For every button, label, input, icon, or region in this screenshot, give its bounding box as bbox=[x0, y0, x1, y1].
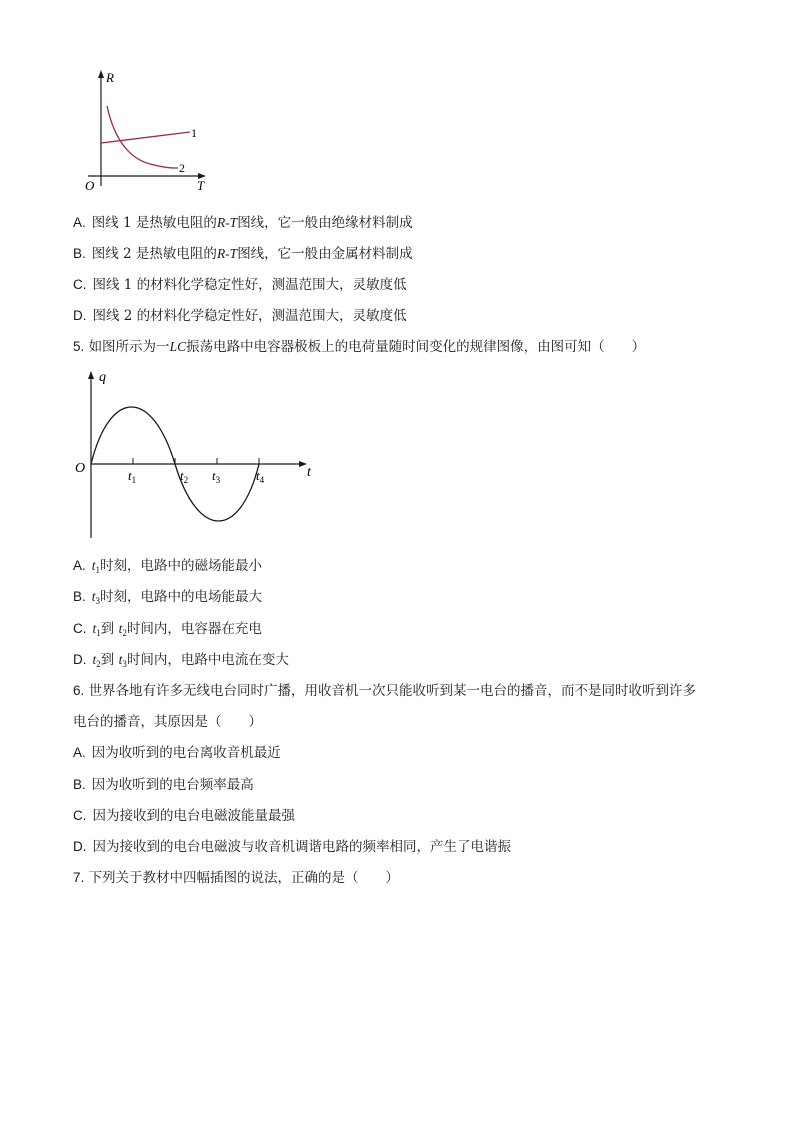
q4-option-a: A. 图线 1 是热敏电阻的R-T图线，它一般由绝缘材料制成 bbox=[73, 215, 413, 231]
q6-option-c: C. 因为接收到的电台电磁波能量最强 bbox=[73, 808, 295, 824]
q4-option-d: D. 图线 2 的材料化学稳定性好，测温范围大，灵敏度低 bbox=[73, 308, 407, 324]
q5-option-c: C. $t_1$到 $t_2$时间内，电容器在充电 bbox=[73, 621, 262, 638]
curve-1 bbox=[101, 132, 190, 143]
qt-graph bbox=[70, 366, 330, 546]
origin-label: O bbox=[75, 461, 86, 476]
curve-2-label: 2 bbox=[179, 161, 185, 175]
curve-1-label: 1 bbox=[191, 126, 197, 140]
curve-2 bbox=[107, 106, 174, 168]
q4-option-c: C. 图线 1 的材料化学稳定性好，测温范围大，灵敏度低 bbox=[73, 277, 407, 293]
q7-stem: 7. 下列关于教材中四幅插图的说法，正确的是（ ） bbox=[73, 870, 400, 886]
t-axis-arrow bbox=[299, 461, 307, 467]
tick-label-t1: $t_1$ bbox=[128, 468, 137, 485]
r-axis-label: R bbox=[106, 70, 114, 85]
q-axis-arrow bbox=[88, 371, 94, 379]
q4-option-b: B. 图线 2 是热敏电阻的R-T图线，它一般由金属材料制成 bbox=[73, 246, 413, 262]
q6-stem-line1: 6. 世界各地有许多无线电台同时广播，用收音机一次只能收听到某一电台的播音，而不是同时收听到许多 bbox=[73, 683, 697, 699]
q5-option-a: A. $t_1$时刻，电路中的磁场能最小 bbox=[73, 558, 263, 575]
t-axis-label: T bbox=[197, 178, 205, 193]
q6-stem-line2: 电台的播音，其原因是（ ） bbox=[73, 714, 262, 730]
q6-option-a: A. 因为收听到的电台离收音机最近 bbox=[73, 745, 281, 761]
q5-stem: 5. 如图所示为一LC振荡电路中电容器极板上的电荷量随时间变化的规律图像，由图可知（ ） bbox=[73, 339, 646, 355]
q6-option-b: B. 因为收听到的电台频率最高 bbox=[73, 777, 254, 793]
tick-label-t3: $t_3$ bbox=[212, 468, 221, 485]
tick-label-t4: $t_4$ bbox=[256, 468, 265, 485]
q6-option-d: D. 因为接收到的电台电磁波与收音机调谐电路的频率相同，产生了电谐振 bbox=[73, 839, 511, 855]
q5-option-d: D. $t_2$到 $t_3$时间内，电路中电流在变大 bbox=[73, 652, 289, 669]
origin-label: O bbox=[85, 178, 95, 193]
rt-graph bbox=[70, 66, 220, 196]
q-axis-label: q bbox=[99, 370, 106, 385]
r-axis-arrow bbox=[98, 70, 104, 78]
tick-label-t2: $t_2$ bbox=[180, 468, 189, 485]
q5-option-b: B. $t_3$时刻，电路中的电场能最大 bbox=[73, 589, 263, 606]
t-axis-label: t bbox=[307, 465, 311, 480]
